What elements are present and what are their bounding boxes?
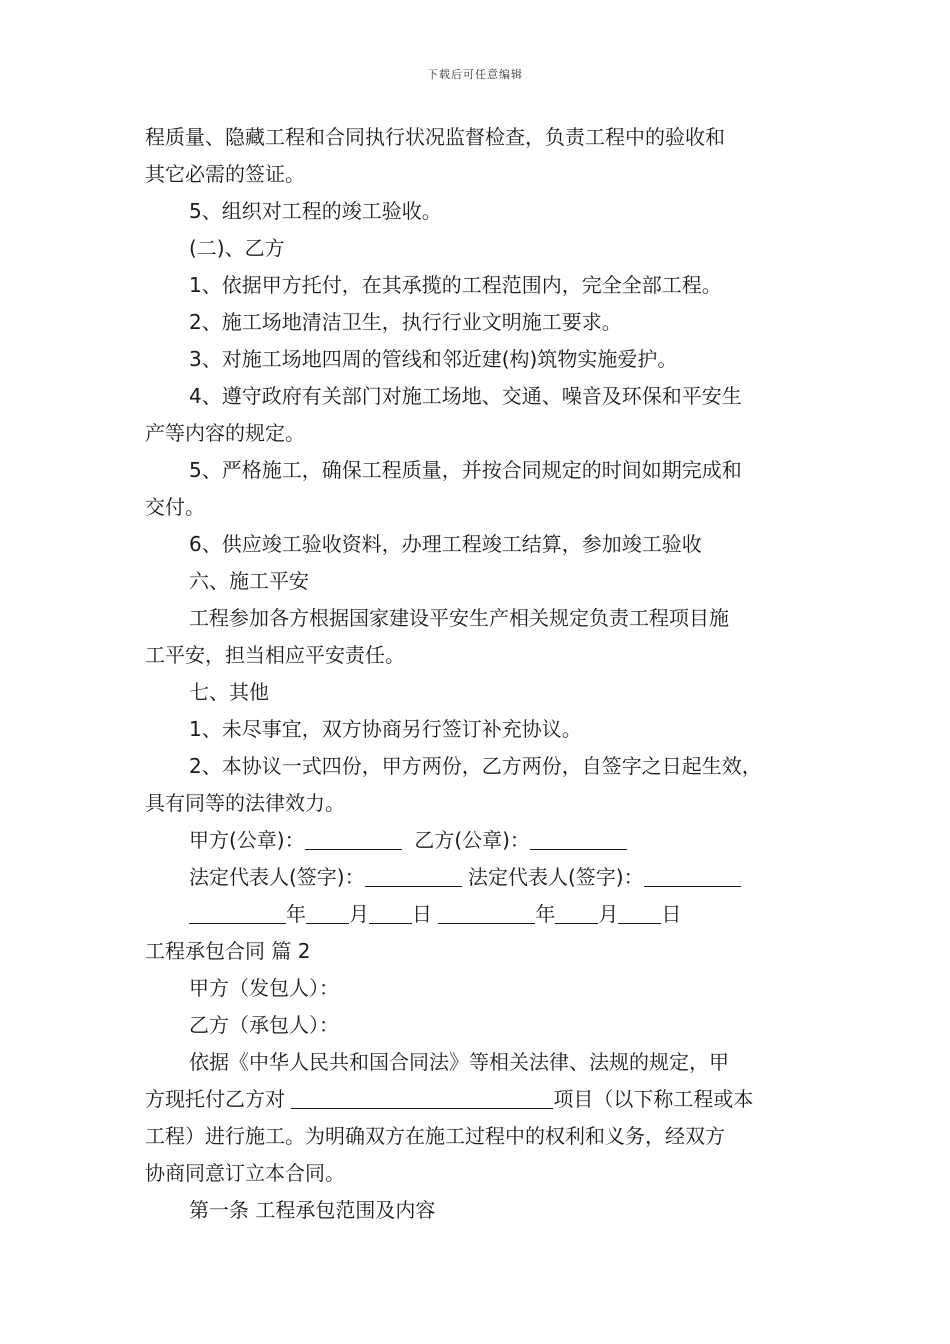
date-line [145, 896, 825, 933]
paragraph-line: 1、依据甲方托付，在其承揽的工程范围内，完全全部工程。 [189, 273, 722, 297]
month-label: 月 [598, 902, 619, 926]
rep-b-label: 法定代表人(签字)： [467, 865, 644, 889]
paragraph-line: 3、对施工场地四周的管线和邻近建(构)筑物实施爱护。 [189, 347, 678, 371]
rep-b-blank [644, 865, 741, 887]
paragraph-line: 6、供应竣工验收资料，办理工程竣工结算，参加竣工验收 [189, 532, 702, 556]
paragraph-line: 5、严格施工，确保工程质量，并按合同规定的时间如期完成和 [189, 458, 742, 482]
day-label: 日 [412, 902, 432, 926]
paragraph-line: 产等内容的规定。 [145, 421, 305, 445]
party-b-seal-label: 乙方(公章)： [414, 828, 530, 852]
rep-a-label: 法定代表人(签字)： [189, 865, 365, 889]
representative-line [145, 859, 825, 896]
article-title: 工程承包合同 篇 2 [145, 939, 311, 963]
paragraph-line: 其它必需的签证。 [145, 162, 305, 186]
year-label: 年 [535, 902, 556, 926]
party-b-seal-blank [530, 828, 627, 850]
year-a-blank [189, 902, 286, 924]
project-blank [291, 1087, 553, 1109]
seal-line [145, 822, 825, 859]
party-a-line: 甲方（发包人）： [189, 976, 339, 1000]
section-heading: 七、其他 [189, 680, 269, 704]
paragraph-line: 5、组织对工程的竣工验收。 [189, 199, 442, 223]
section-heading: 六、施工平安 [189, 569, 309, 593]
entrust-prefix: 方现托付乙方对 [145, 1087, 292, 1111]
day-b-blank [618, 902, 661, 924]
month-a-blank [306, 902, 349, 924]
section-heading: 第一条 工程承包范围及内容 [189, 1198, 436, 1222]
year-label: 年 [286, 902, 306, 926]
paragraph-line: 1、未尽事宜，双方协商另行签订补充协议。 [189, 717, 582, 741]
month-b-blank [555, 902, 598, 924]
entrust-line [145, 1081, 825, 1118]
document-body [145, 119, 825, 1229]
month-label: 月 [349, 902, 369, 926]
paragraph-line: 工程参加各方根据国家建设平安生产相关规定负责工程项目施 [189, 606, 729, 630]
paragraph-line: 交付。 [145, 495, 205, 519]
paragraph-line: 程质量、隐藏工程和合同执行状况监督检查，负责工程中的验收和 [145, 125, 725, 149]
paragraph-line: 2、施工场地清洁卫生，执行行业文明施工要求。 [189, 310, 622, 334]
entrust-suffix: 项目（以下称工程或本 [553, 1087, 754, 1111]
paragraph-line: 具有同等的法律效力。 [145, 791, 345, 815]
paragraph-line: 工程）进行施工。为明确双方在施工过程中的权利和义务，经双方 [145, 1124, 725, 1148]
party-b-line: 乙方（承包人）： [189, 1013, 339, 1037]
paragraph-line: 依据《中华人民共和国合同法》等相关法律、法规的规定，甲 [189, 1050, 729, 1074]
paragraph-line: 2、本协议一式四份，甲方两份，乙方两份，自签字之日起生效， [189, 754, 762, 778]
party-a-seal-label: 甲方(公章)： [189, 828, 305, 852]
day-label: 日 [661, 902, 682, 926]
day-a-blank [369, 902, 412, 924]
party-a-seal-blank [305, 828, 402, 850]
paragraph-line: 4、遵守政府有关部门对施工场地、交通、噪音及环保和平安生 [189, 384, 742, 408]
paragraph-line: 工平安，担当相应平安责任。 [145, 643, 405, 667]
year-b-blank [438, 902, 535, 924]
rep-a-blank [365, 865, 462, 887]
paragraph-line: 协商同意订立本合同。 [145, 1161, 345, 1185]
page-header: 下载后可任意编辑 [427, 68, 523, 81]
section-heading: (二)、乙方 [189, 236, 285, 260]
